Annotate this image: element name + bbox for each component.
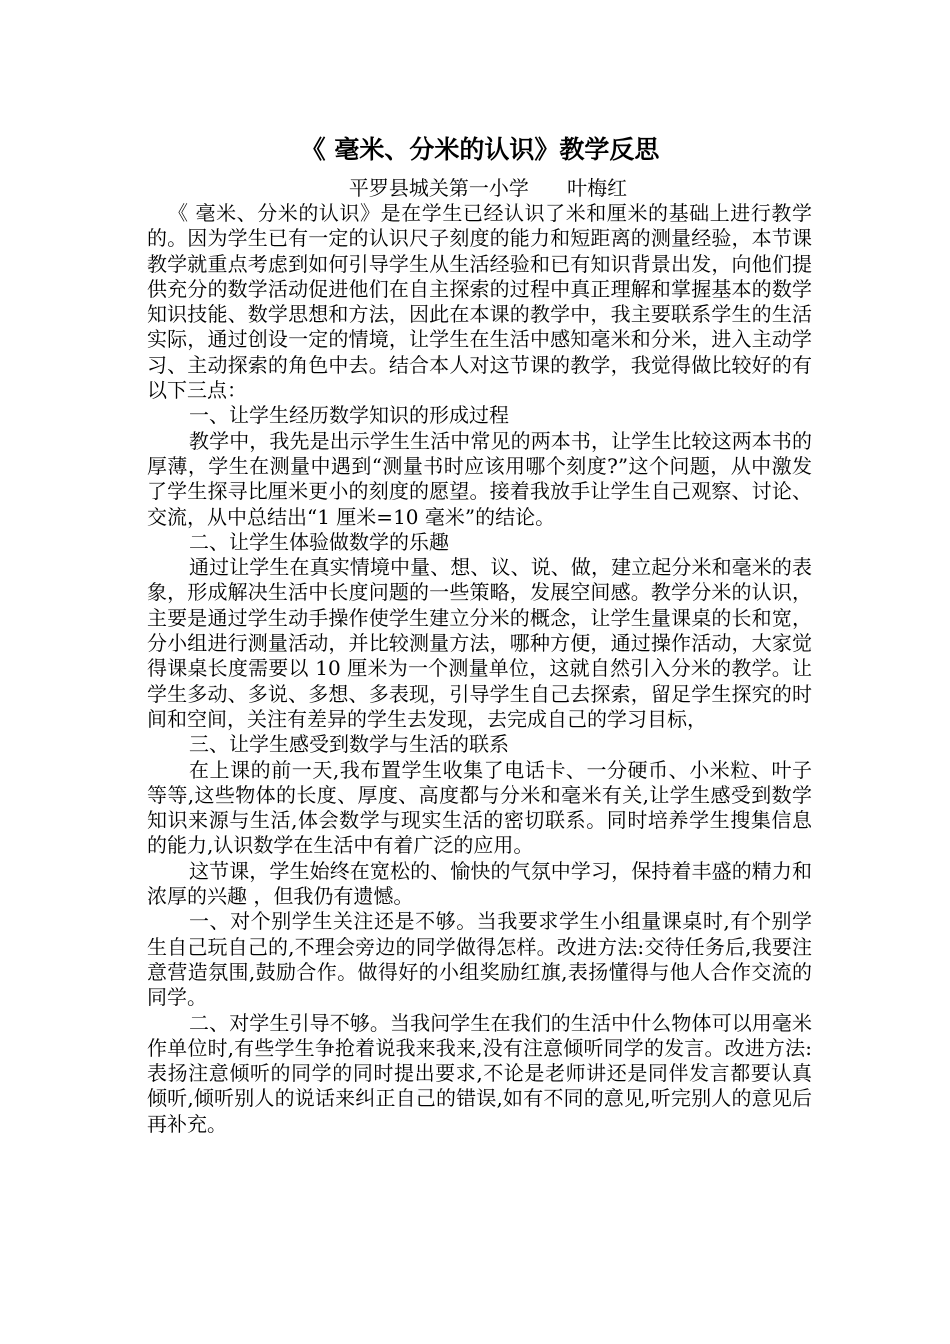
paragraph-2: 通过让学生在真实情境中量、想、议、说、做，建立起分米和毫米的表象，形成解决生活中长度问题的一些策略，发展空间感。教学分米的认识，主要是通过学生动手操作使学生建立分米的概念，让学生量课桌的长和宽，分小组进行测量活动，并比较测量方法，哪种方便，通过操作活动，大家觉得课桌长度需要以 10 厘米为一个测量单位，这就自然引入分米的教学。让学生多动、多说、多想、多表现，引导学生自己去探索，留足学生探究的时间和空间，关注有差异的学生去发现，去完成自己的学习目标， [147,555,812,731]
paragraph-summary: 这节课，学生始终在宽松的、愉快的气氛中学习，保持着丰盛的精力和浓厚的兴趣 ，但我仍有遗憾。 [147,858,812,909]
paragraph-intro: 《 毫米、分米的认识》是在学生已经认识了米和厘米的基础上进行教学的。因为学生已有一定的认识尺子刻度的能力和短距离的测量经验，本节课教学就重点考虑到如何引导学生从生活经验和已有知识背景出发，向他们提供充分的数学活动促进他们在自主探索的过程中真正理解和掌握基本的数学知识技能、数学思想和方法，因此在本课的教学中，我主要联系学生的生活实际，通过创设一定的情境，让学生在生活中感知毫米和分米，进入主动学习、主动探索的角色中去。结合本人对这节课的教学，我觉得做比较好的有以下三点： [147,201,812,403]
paragraph-regret-1: 一、对个别学生关注还是不够。当我要求学生小组量课桌时,有个别学生自己玩自己的,不理会旁边的同学做得怎样。改进方法:交待任务后,我要注意营造氛围,鼓励合作。做得好的小组奖励红旗,表扬懂得与他人合作交流的同学。 [147,909,812,1010]
section-heading-2: 二、让学生体验做数学的乐趣 [189,529,449,554]
document-body [147,201,812,1137]
section-heading-3: 三、让学生感受到数学与生活的联系 [189,732,509,757]
author-byline: 平罗县城关第一小学 叶梅红 [348,176,628,200]
paragraph-regret-2: 二、对学生引导不够。当我问学生在我们的生活中什么物体可以用毫米作单位时,有些学生争抢着说我来我来,没有注意倾听同学的发言。改进方法:表扬注意倾听的同学的同时提出要求,不论是老师讲还是同伴发言都要认真倾听,倾听别人的说话来纠正自己的错误,如有不同的意见,听完别人的意见后再补充。 [147,1010,812,1136]
document-title: 《 毫米、分米的认识》教学反思 [300,135,660,164]
section-heading-1: 一、让学生经历数学知识的形成过程 [189,403,509,428]
paragraph-3: 在上课的前一天,我布置学生收集了电话卡、一分硬币、小米粒、叶子等等,这些物体的长度、厚度、高度都与分米和毫米有关,让学生感受到数学知识来源与生活,体会数学与现实生活的密切联系。同时培养学生搜集信息的能力,认识数学在生活中有着广泛的应用。 [147,757,812,858]
paragraph-1: 教学中，我先是出示学生生活中常见的两本书，让学生比较这两本书的厚薄，学生在测量中遇到“测量书时应该用哪个刻度?”这个问题，从中激发了学生探寻比厘米更小的刻度的愿望。接着我放手让学生自己观察、讨论、交流，从中总结出“1 厘米=10 毫米”的结论。 [147,428,812,529]
